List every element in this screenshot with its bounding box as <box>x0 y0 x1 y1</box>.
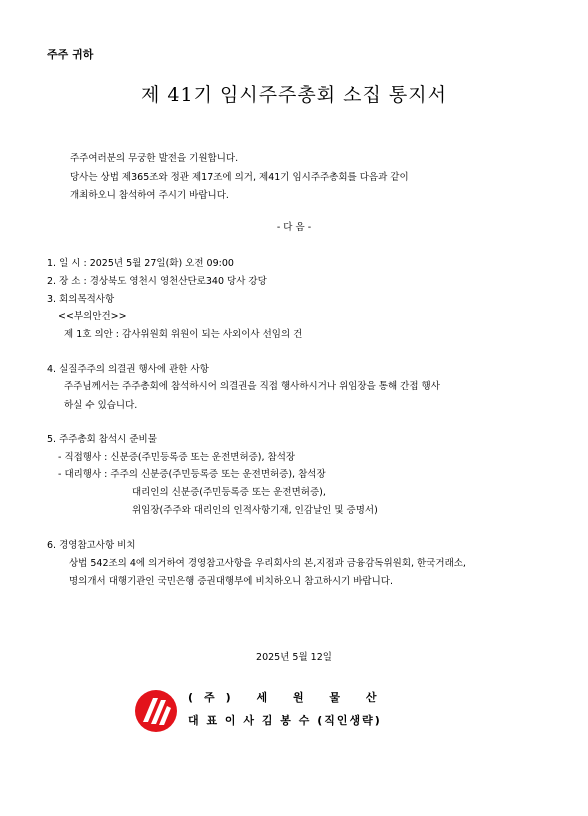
company-name: (주) 세 원 물 산 <box>188 691 388 704</box>
dada-separator: - 다 음 - <box>276 222 312 233</box>
preparation-proxy-2: 대리인의 신분증(주민등록증 또는 운전면허증), <box>132 487 326 498</box>
voting-rights-line-1: 주주님께서는 주주총회에 참석하시어 의결권을 직접 행사하시거나 위임장을 통해 간접 행사 <box>64 381 440 392</box>
ceo-signature-line: 대 표 이 사 김 봉 수 (직인생략) <box>188 714 382 727</box>
document-title: 제 41기 임시주주총회 소집 통지서 <box>141 84 447 106</box>
report-title: 6. 경영참고사항 비치 <box>47 540 136 551</box>
meeting-place: 2. 장 소 : 경상북도 영천시 영천산단로340 당사 강당 <box>47 276 267 287</box>
preparation-proxy-1: - 대리행사 : 주주의 신분증(주민등록증 또는 운전면허증), 참석장 <box>58 469 326 480</box>
agenda-item: 제 1호 의안 : 감사위원회 위원이 되는 사외이사 선임의 건 <box>64 329 303 340</box>
preparation-proxy-3: 위임장(주주와 대리인의 인적사항기재, 인감날인 및 증명서) <box>132 505 378 516</box>
voting-rights-line-2: 하실 수 있습니다. <box>64 400 138 411</box>
greeting-line-1: 주주여러분의 무궁한 발전을 기원합니다. <box>70 153 239 164</box>
company-logo <box>134 689 178 733</box>
addressee: 주주 귀하 <box>47 48 94 61</box>
greeting-line-3: 개최하오니 참석하여 주시기 바랍니다. <box>70 190 229 201</box>
purpose-title: 3. 회의목적사항 <box>47 294 115 305</box>
preparation-direct: - 직접행사 : 신분증(주민등록증 또는 운전면허증), 참석장 <box>58 452 296 463</box>
meeting-datetime: 1. 일 시 : 2025년 5월 27일(화) 오전 09:00 <box>47 258 234 269</box>
report-line-2: 명의개서 대행기관인 국민은행 증권대행부에 비치하오니 참고하시기 바랍니다. <box>69 576 393 587</box>
voting-rights-title: 4. 실질주주의 의결권 행사에 관한 사항 <box>47 364 209 375</box>
issue-date: 2025년 5월 12일 <box>256 652 332 663</box>
preparation-title: 5. 주주총회 참석시 준비물 <box>47 434 157 445</box>
report-line-1: 상법 542조의 4에 의거하여 경영참고사항을 우리회사의 본,지점과 금융감독위원회, 한국거래소, <box>69 558 466 569</box>
greeting-line-2: 당사는 상법 제365조와 정관 제17조에 의거, 제41기 임시주주총회를 다음과 같이 <box>70 172 409 183</box>
agenda-header: <<부의안건>> <box>58 311 127 322</box>
